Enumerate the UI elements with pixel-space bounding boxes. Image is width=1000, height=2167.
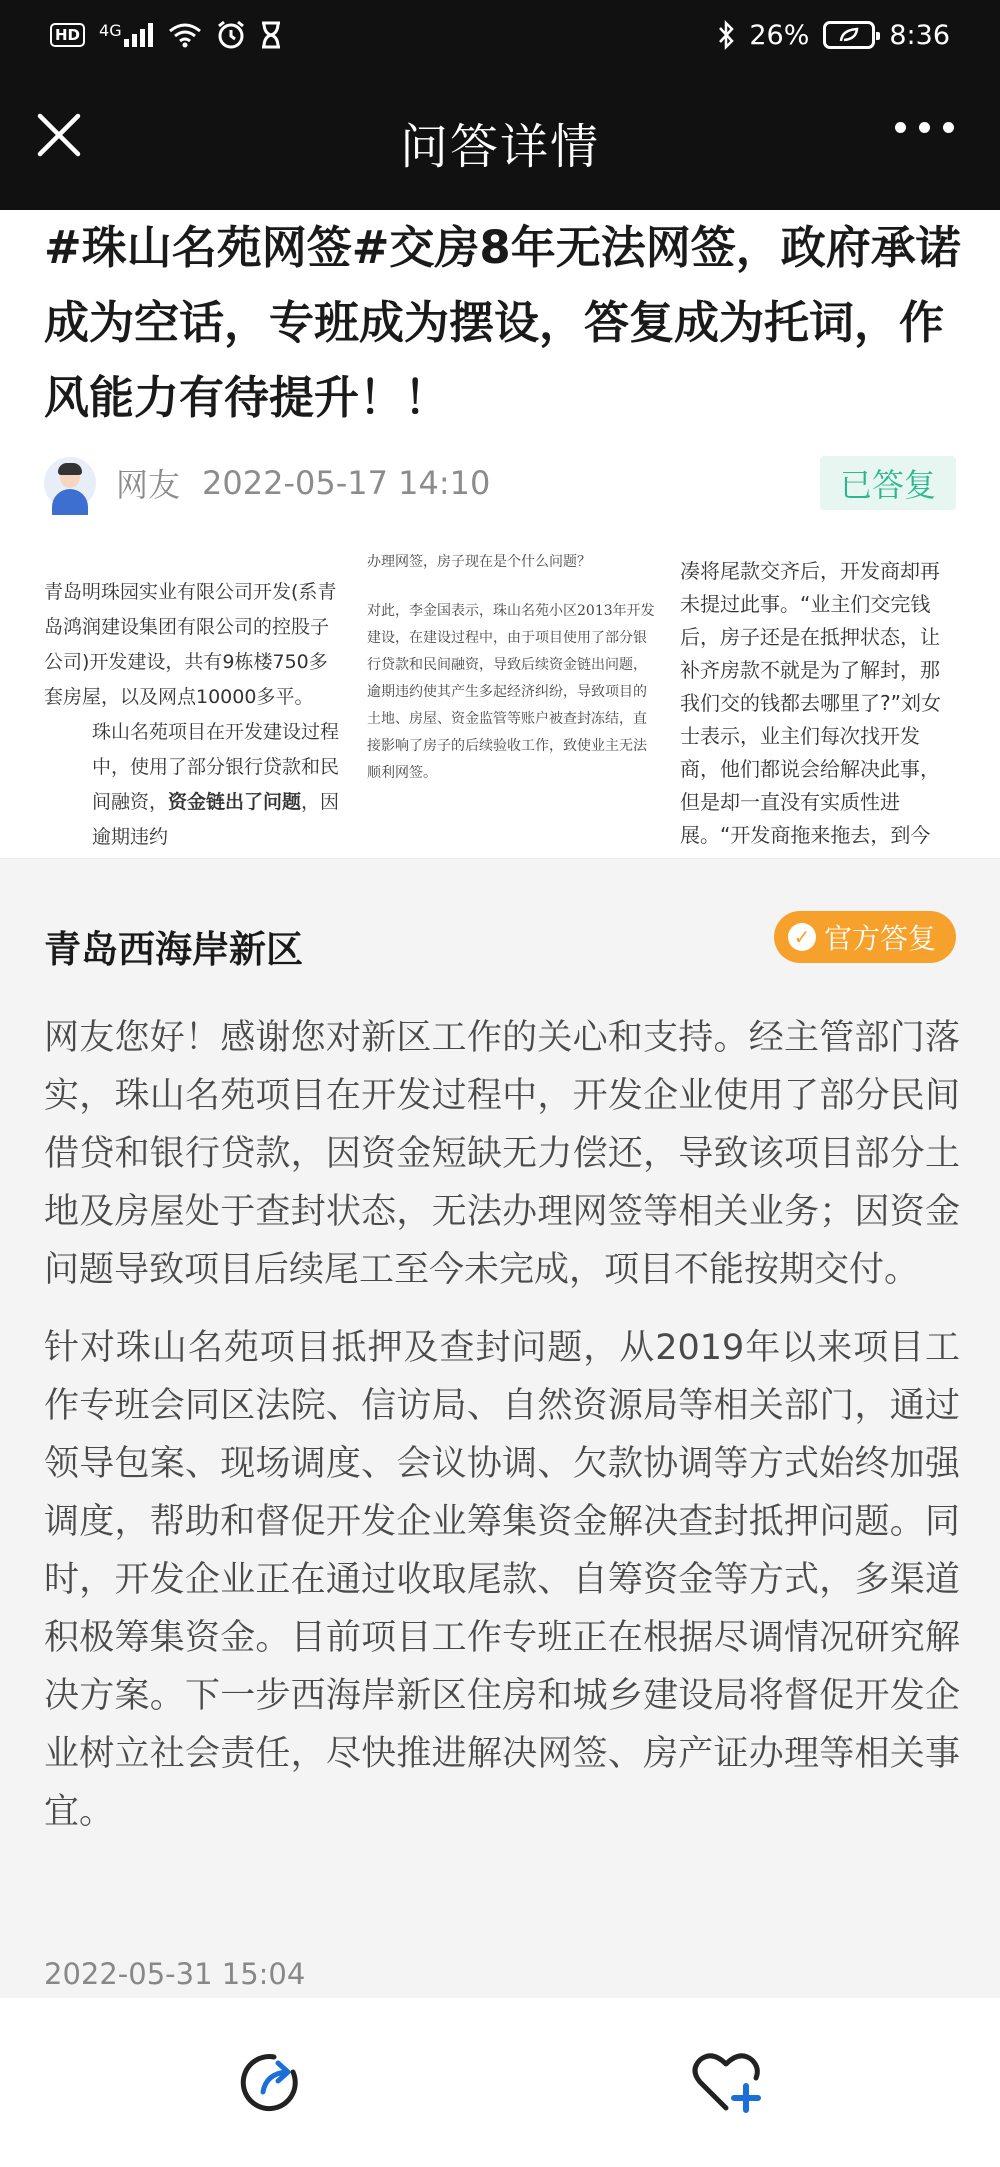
battery-percent: 26% [749, 19, 810, 51]
more-icon[interactable] [895, 122, 954, 133]
hd-icon: HD [50, 23, 85, 47]
alarm-icon [216, 20, 246, 50]
nav-header [0, 70, 1000, 210]
thumb2-top: 办理网签，房子现在是个什么问题？ [367, 554, 591, 570]
avatar [44, 457, 96, 509]
question-section [0, 210, 1000, 858]
thumb1-p1: 青岛明珠园实业有限公司开发(系青岛鸿润建设集团有限公司的控股子公司)开发建设，共有9栋楼750多套房屋，以及网点10000多平。 [44, 581, 337, 708]
question-image-1[interactable] [44, 555, 344, 848]
network-label: 4G [99, 21, 122, 40]
page-title: 问答详情 [399, 119, 600, 175]
answer-time: 2022-05-31 15:04 [44, 1957, 306, 1991]
answer-paragraph: 网友您好！感谢您对新区工作的关心和支持。经主管部门落实，珠山名苑项目在开发过程中，开发企业使用了部分民间借贷和银行贷款，因资金短缺无力偿还，导致该项目部分土地及房屋处于查封状态，无法办理网签等相关业务；因资金问题导致项目后续尾工至今未完成，项目不能按期交付。 [44, 1018, 960, 1290]
question-user: 网友 [116, 466, 181, 504]
answer-department: 青岛西海岸新区 [44, 928, 303, 971]
battery-icon [823, 21, 875, 49]
wifi-icon [168, 22, 202, 48]
thumb1-p2c: ，因逾期违约 [92, 791, 340, 848]
question-time: 2022-05-17 14:10 [202, 464, 491, 502]
thumb2-body: 对此，李金国表示，珠山名苑小区2013年开发建设，在建设过程中，由于项目使用了部分银行贷款和民间融资，导致后续资金链出问题，逾期违约使其产生多起经济纠纷，导致项目的土地、房屋、资金监管等账户被查封冻结，直接影响了房子的后续验收工作，致使业主无法顺利网签。 [367, 603, 655, 781]
status-right [717, 20, 950, 51]
question-image-3[interactable] [680, 555, 956, 847]
bluetooth-icon [717, 20, 735, 50]
official-reply-label: 官方答复 [823, 922, 936, 955]
thumb1-p2a: 珠山名苑项目在开发建设过程中，使用了部分银行贷款和民间融资， [92, 721, 340, 813]
signal-icon [99, 23, 154, 47]
clock: 8:36 [889, 19, 950, 51]
check-icon: ✓ [788, 923, 816, 951]
bottom-action-bar [0, 1998, 1000, 2167]
question-meta [44, 453, 956, 513]
favorite-add-icon[interactable] [690, 2048, 766, 2118]
thumb3-text: 凑将尾款交齐后，开发商却再未提过此事。“业主们交完钱后，房子还是在抵押状态，让补齐房款不就是为了解封，那我们交的钱都去哪里了?”刘女士表示，业主们每次找开发商，他们都说会给解决此事，但是却一直没有实质性进展。“开发商拖来拖去，到今 [680, 559, 941, 847]
answer-paragraph: 针对珠山名苑项目抵押及查封问题，从2019年以来项目工作专班会同区法院、信访局、自然资源局等相关部门，通过领导包案、现场调度、会议协调、欠款协调等方式始终加强调度，帮助和督促开发企业筹集资金解决查封抵押问题。同时，开发企业正在通过收取尾款、自筹资金等方式，多渠道积极筹集资金。目前项目工作专班正在根据尽调情况研究解决方案。下一步西海岸新区住房和城乡建设局将督促开发企业树立社会责任，尽快推进解决网签、房产证办理等相关事宜。 [44, 1328, 960, 1832]
hourglass-icon [260, 21, 282, 49]
official-reply-badge [774, 911, 956, 963]
thumb1-p2b: 资金链出了问题 [168, 791, 302, 813]
question-images [44, 554, 956, 848]
answer-section [0, 858, 1000, 1998]
status-bar [0, 0, 1000, 70]
answer-body [44, 1009, 960, 1861]
share-icon[interactable] [238, 2048, 308, 2118]
status-badge: 已答复 [820, 456, 956, 510]
question-image-2[interactable] [367, 555, 657, 795]
status-left [50, 20, 282, 50]
question-title: #珠山名苑网签#交房8年无法网签，政府承诺成为空话，专班成为摆设，答复成为托词，作风能力有待提升！！ [44, 221, 961, 424]
